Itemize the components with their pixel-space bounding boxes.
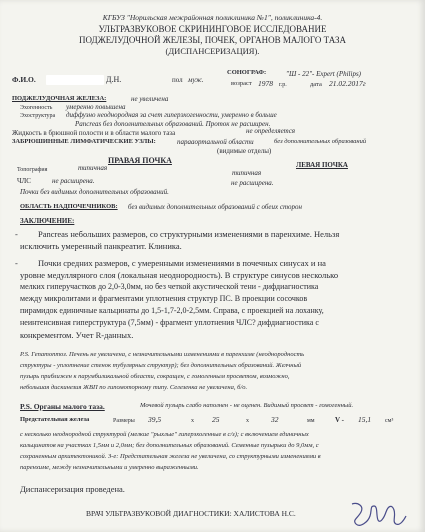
pancreas-echo-label: Эхогенность [20,105,53,111]
size-x1: х [191,418,194,424]
topography-label: Топография [17,167,48,173]
ps-pelvis-bladder: Мочевой пузырь слабо наполнен - не оценен. Видимый просвет - гомогенный. [140,402,354,409]
redacted-name [46,75,104,85]
volume-value: 15,1 [358,415,372,424]
sex-label: пол [172,76,183,84]
handwritten-signature-icon [348,498,408,530]
report-title-line3: (ДИСПАНСЕРИЗАЦИЯ). [165,46,260,56]
fio-label: Ф.И.О. [12,75,36,84]
sonograph-value: "Ш - 22"- Expert (Philips) [286,70,361,78]
size-x2: х [246,418,249,424]
sonograph-label: СОНОГРАФ: [227,69,267,76]
fluid-value: не определяется [246,127,296,135]
chls-left: не расширена. [231,179,274,187]
size-d1: 39,5 [148,415,162,424]
lymph-value2: без дополнительных образований [274,138,367,145]
fluid-label: Жидкость в брюшной полости и в области малого таза [12,129,176,137]
completed-note: Диспансеризация проведена. [20,484,125,494]
pancreas-size: не увеличена [131,95,169,103]
size-d3: 32 [271,415,279,424]
doctor-signature-line: ВРАЧ УЛЬТРАЗВУКОВОЙ ДИАГНОСТИКИ: ХАЛИСТОВА Н.С. [86,509,296,518]
chls-label: ЧЛС [17,177,31,185]
fio-initials: Д.Н. [106,75,122,84]
pancreas-label: ПОДЖЕЛУДОЧНАЯ ЖЕЛЕЗА: [12,95,107,102]
pancreas-note: Pancreas без дополнительных образований. Проток не расширен. [75,120,271,128]
pancreas-struct-value: диффузно неоднородная за счет гиперэхогенности, умеренно в больше [66,111,277,119]
report-title-line2: ПОДЖЕЛУДОЧНОЙ ЖЕЛЕЗЫ, ПОЧЕК, ОРГАНОВ МАЛОГО ТАЗА [79,35,346,45]
topography-left: типичная [232,169,262,177]
conclusion-label: ЗАКЛЮЧЕНИЕ: [20,217,75,225]
volume-unit: см³ [385,418,394,424]
volume-label: V - [335,416,345,424]
size-label: Размеры [113,418,135,424]
size-d2: 25 [212,415,220,424]
report-title-line1: УЛЬТРАЗВУКОВОЕ СКРИНИНГОВОЕ ИССЛЕДОВАНИЕ [98,24,327,34]
age-label: возраст [231,80,252,87]
sex-value: муж. [188,76,204,84]
report-sheet: КГБУЗ "Норильская межрайонная поликлиника №1", поликлиника-4. УЛЬТРАЗВУКОВОЕ СКРИНИНГОВОЕ ИССЛЕДОВАНИЕ ПОДЖЕЛУДОЧНОЙ ЖЕЛЕЗЫ, ПОЧЕК, ОРГАНОВ МАЛОГО ТАЗА (ДИСПАНСЕРИЗАЦИЯ). Ф.И.О. Д.Н. пол муж. СОНОГРАФ: возраст 1978 г.р. "Ш - 22"- Expert (Philips) дата 21.02.2017г ПОДЖЕЛУДОЧНАЯ ЖЕЛЕЗА: не увеличена Эхогенность умеренно повышена Эхоструктура диффузно неоднородная за счет гиперэхогенности, умеренно в больше Pancreas без дополнительных образований. Проток не расширен. Жидкость в брюшной полости и в области малого таза не определяется ЗАБРЮШИННЫЕ ЛИМФАТИЧЕСКИЕ УЗЛЫ: парааортальной области без дополнительных образований (видимые отделы) ПРАВАЯ ПОЧКА ЛЕВАЯ ПОЧКА Топография типичная типичная ЧЛС не расширена. не расширена. Почки без видимых дополнительных образований. ОБЛАСТЬ НАДПОЧЕЧНИКОВ: без видимых дополнительных образований с обеих сторон ЗАКЛЮЧЕНИЕ: - Pancreas небольших размеров, со структурными изменениями в паренхиме. Нельзя исключить умеренный панкреатит. Клиника. - Почки средних размеров, с умеренными изменениями в почечных синусах и на уровне медуллярного слоя (локальная неоднородность). В структуре синусов несколько мелких гиперучастков до 2,0-3,0мм, но без четкой акустической тени - дифдиагностика между микролитами и фрагментами уплотнения структур ПС. В проекции сосочков пирамидок единичные кальцинаты до 1,5-1,7-2,0-2,5мм. Справа, с проекцией на лоханку, неинтенсивная гиперструктура (7,5мм) - фрагмент уплотнения ЧЛС? дифдиагностика с конкрементом. Учет R-данных. P.S. Гепатоптоз. Печень не увеличена, с незначительными изменениями в паренхиме (неоднородность структуры - уплотнение стенок тубулярных структур); без дополнительных образований. Желчный пузырь приближен к парумбиликальной области, сокращен, с гомогенным просветом, возможно, небольшая дискинезия ЖВП по гипомоторному типу. Селезенка не увеличена, б/о. P.S. Органы малого таза. Мочевой пузырь слабо наполнен - не оценен. Видимый просвет - гомогенный. Предстательная железа Размеры 39,5 х 25 х 32 мм V - 15,1 см³ с несколько неоднородной структурой (мелкие "рыхлые" гиперэхогенные в с/з); с включением единичных кальцинатов на участках 1,5мм и 2,0мм; без дополнительных образований. Семенные пузырьки до 9,0мм, с сохраненным архитектоникой. З-е: Предстательная железа не увеличена, со структурными изменениями в паренхиме, между незначительными и умеренно выраженными. Диспансеризация проведена. ВРАЧ УЛЬТРАЗВУКОВОЙ ДИАГНОСТИКИ: ХАЛИСТОВА Н.С. [0,0,425,532]
lymph-label: ЗАБРЮШИННЫЕ ЛИМФАТИЧЕСКИЕ УЗЛЫ: [12,138,156,145]
lymph-value: парааортальной области [177,138,254,146]
ps-pelvis-title: P.S. Органы малого таза. [20,402,105,411]
kidneys-note: Почки без видимых дополнительных образований. [20,188,169,196]
lymph-note: (видимые отделы) [217,147,272,155]
pancreas-echo-value: умеренно повышена [66,103,126,111]
age-value: 1978 [258,79,273,88]
org-name: КГБУЗ "Норильская межрайонная поликлиника №1", поликлиника-4. [102,13,323,22]
chls-right: не расширена. [52,177,95,185]
adrenal-label: ОБЛАСТЬ НАДПОЧЕЧНИКОВ: [20,203,118,210]
prostate-label: Предстательная железа [20,416,90,423]
right-kidney-label: ПРАВАЯ ПОЧКА [108,156,172,165]
date-label: дата [310,81,322,88]
adrenal-value: без видимых дополнительных образований с обеих сторон [128,203,303,211]
pancreas-struct-label: Эхоструктура [20,113,56,119]
age-suffix: г.р. [279,82,287,88]
size-unit: мм [307,418,315,424]
topography-right: типичная [78,164,108,172]
left-kidney-label: ЛЕВАЯ ПОЧКА [296,161,348,169]
date-value: 21.02.2017г [329,79,366,88]
